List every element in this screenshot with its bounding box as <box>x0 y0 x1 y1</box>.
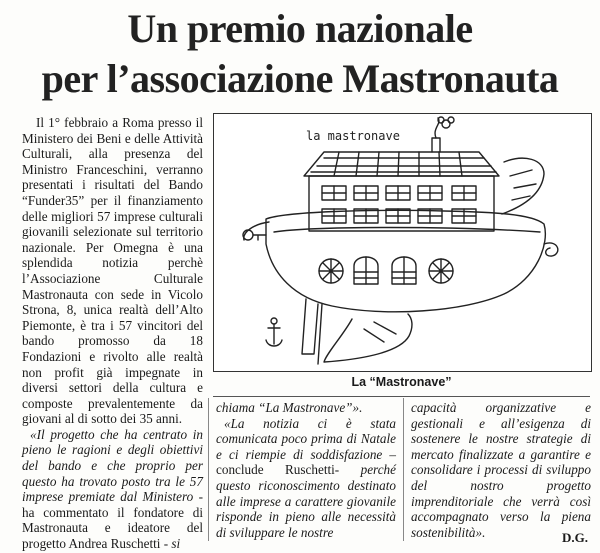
article-column-1 <box>22 115 203 552</box>
quote-attribution: - ha commentato il fondatore di Mastronauta e ideatore del progetto Andrea Ruschetti - <box>22 489 203 552</box>
headline-line-2: per l’associazione Mastronauta <box>41 56 559 101</box>
headline <box>0 4 600 104</box>
mastronave-drawing <box>214 114 591 371</box>
column-divider-1 <box>208 398 209 541</box>
quote-part-a: «Il progetto che ha centrato in pieno le ragioni e degli obiettivi del bando e che proprio per questo ha trovato posto tra le 57 imprese premiate dal Ministero <box>22 426 203 505</box>
column3-continuation: capacità organizzative e gestionali e all’esigenza di sostenere le nostre strategie di mercato finalizzate a garantire e consolidare i processi di sviluppo del nostro progetto imprenditoriale che verrà così accompagnato verso la piena sostenibilità». <box>411 400 591 540</box>
column-divider-2 <box>403 398 404 541</box>
column2-attribution: conclude Ruschetti- <box>216 462 361 478</box>
drawing-frame <box>213 113 592 372</box>
article-intro-paragraph: Il 1° febbraio a Roma presso il Ministero dei Beni e delle Attività Culturali, alla presenza del Ministro Franceschini, verranno presentati i risultati del Bando “Funder35” per il finanziamento delle migliori 57 imprese culturali giovanili selezionate sul territorio nazionale. Per Omegna è una splendida notizia perchè l’Associazione Culturale Mastronauta con sede in Vicolo Strona, 8, unica realtà dell’Alto Piemonte, è tra i 57 vincitori del bando promosso da 18 Fondazioni e rivolto alle realtà non profit già impegnate in diversi settori della cultura e composte prevalentemente da giovani al di sotto dei 35 anni. <box>22 115 203 427</box>
article-quote-paragraph <box>22 427 203 552</box>
author-signature: D.G. <box>562 530 588 545</box>
drawing-label: la mastronave <box>306 129 400 143</box>
quote-part-c: si <box>171 536 181 552</box>
image-caption: La “Mastronave” <box>351 375 452 389</box>
article-column-3 <box>411 400 591 540</box>
column2-quote-part-c: perché questo riconoscimento destinato alle imprese a carattere giovanile risponde in pieno alle necessità di sviluppare le nostre <box>216 462 396 540</box>
column2-quote-paragraph <box>216 416 396 541</box>
article-column-2 <box>216 400 396 540</box>
headline-line-1: Un premio nazionale <box>127 6 473 51</box>
caption-divider <box>213 396 590 397</box>
column2-continuation: chiama “La Mastronave”». <box>216 400 363 415</box>
column2-quote-part-a: «La notizia ci è stata comunicata poco prima di Natale e ci riempie di soddisfazione – <box>216 415 396 462</box>
